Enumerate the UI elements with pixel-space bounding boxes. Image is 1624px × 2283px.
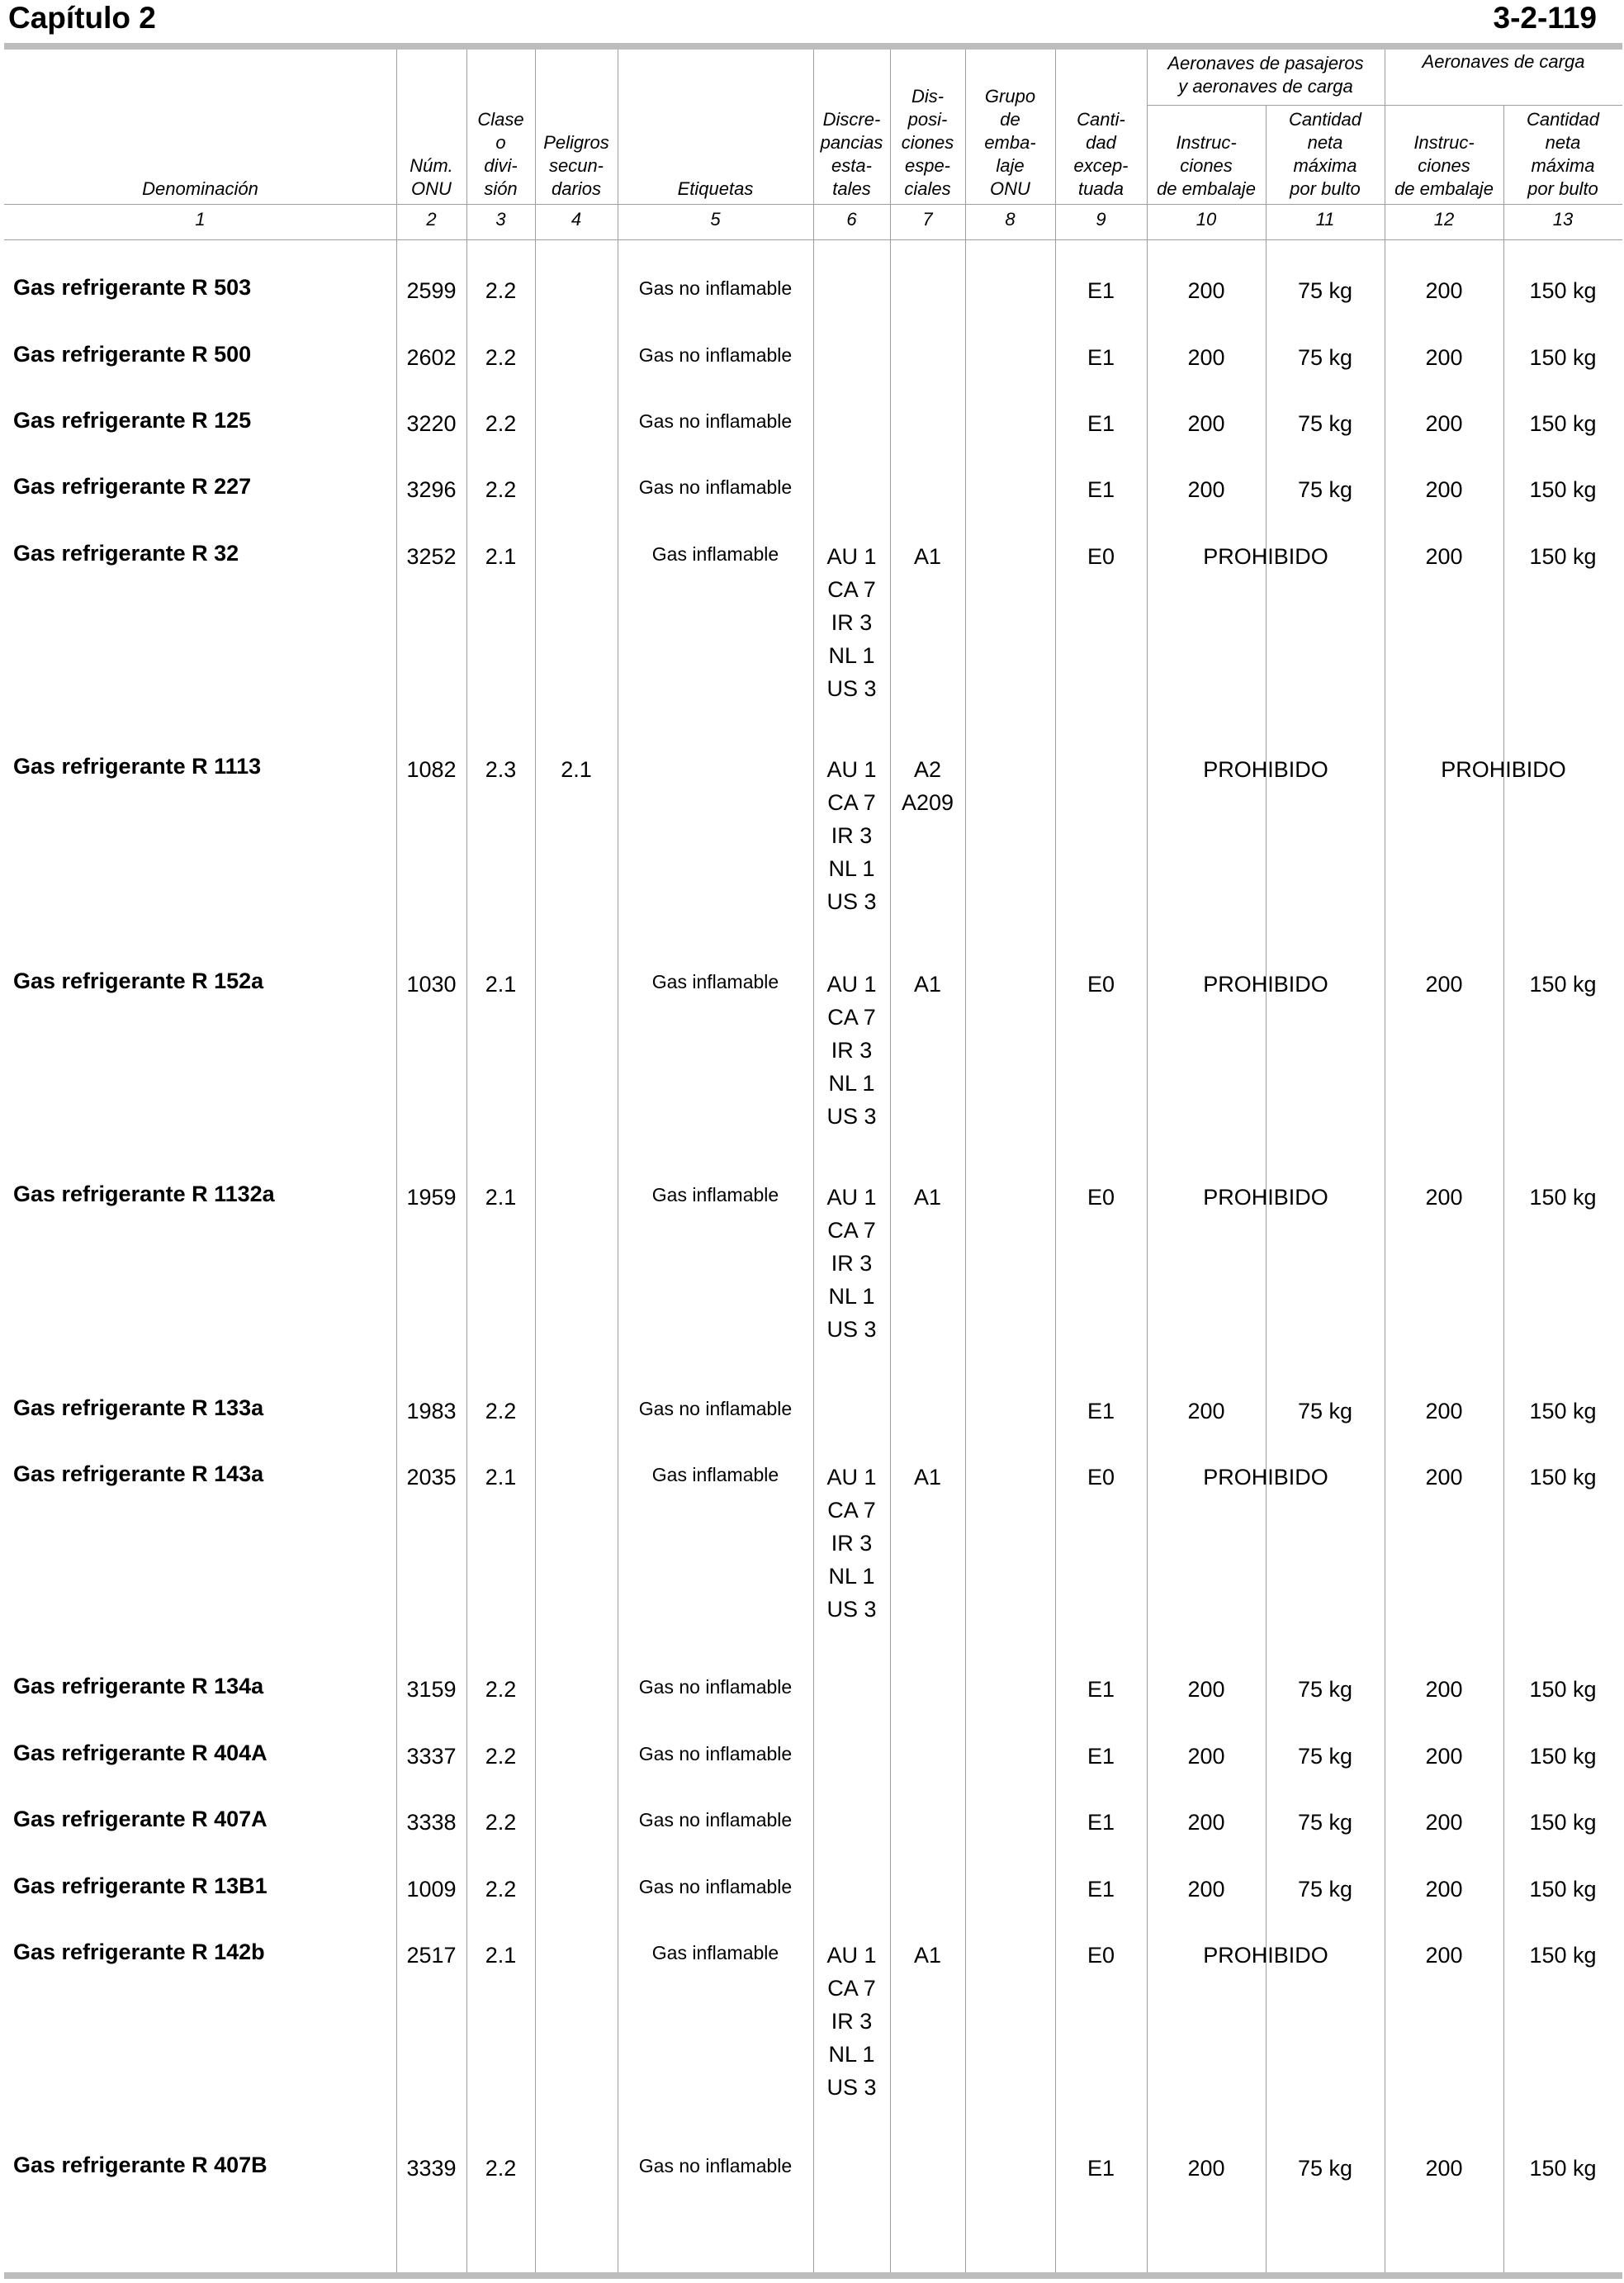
passenger-max-quantity-cell: 75 kg [1297,1810,1353,1835]
un-number-cell: 1082 [406,757,457,782]
passenger-packing-instruction-cell: 200 [1187,345,1225,370]
column-header-3: Clase o divi- sión [477,109,524,199]
excepted-quantity-cell: E0 [1087,1943,1115,1968]
class-cell: 2.1 [485,1943,517,1968]
un-number-cell: 1030 [406,972,457,997]
substance-name-cell: Gas refrigerante R 407B [13,2153,268,2177]
cargo-packing-instruction-cell: 200 [1425,544,1463,569]
substance-name-cell: Gas refrigerante R 500 [13,342,252,367]
cargo-max-quantity-cell: 150 kg [1529,477,1597,502]
label-cell: Gas no inflamable [638,1809,793,1831]
excepted-quantity-cell: E1 [1087,1877,1115,1902]
label-cell: Gas no inflamable [638,476,793,498]
excepted-quantity-cell: E1 [1087,477,1115,502]
class-cell: 2.2 [485,1399,517,1423]
substance-name-cell: Gas refrigerante R 227 [13,474,252,499]
un-number-cell: 3220 [406,411,457,436]
label-cell: Gas no inflamable [638,1676,793,1698]
class-cell: 2.1 [485,972,517,997]
cargo-max-quantity-cell: 150 kg [1529,1810,1597,1835]
state-variation-cell: AU 1 CA 7 IR 3 NL 1 US 3 [826,757,877,914]
excepted-quantity-cell: E1 [1087,278,1115,303]
column-number-11: 11 [1315,209,1335,230]
class-cell: 2.2 [485,477,517,502]
cargo-forbidden-cell: PROHIBIDO [1441,757,1566,782]
passenger-packing-instruction-cell: 200 [1187,1744,1225,1769]
label-cell: Gas no inflamable [638,1876,793,1897]
passenger-forbidden-cell: PROHIBIDO [1203,757,1328,782]
column-number-4: 4 [571,209,582,230]
cargo-packing-instruction-cell: 200 [1425,972,1463,997]
un-number-cell: 2517 [406,1943,457,1968]
column-header-2: Núm. ONU [410,155,453,199]
column-number-8: 8 [1005,209,1016,230]
passenger-max-quantity-cell: 75 kg [1297,1677,1353,1702]
special-provision-cell: A1 [913,1185,942,1210]
cargo-max-quantity-cell: 150 kg [1529,972,1597,997]
un-number-cell: 1983 [406,1399,457,1423]
substance-name-cell: Gas refrigerante R 404A [13,1741,268,1765]
cargo-max-quantity-cell: 150 kg [1529,1677,1597,1702]
passenger-packing-instruction-cell: 200 [1187,2156,1225,2181]
cargo-packing-instruction-cell: 200 [1425,1465,1463,1490]
class-cell: 2.2 [485,1677,517,1702]
passenger-max-quantity-cell: 75 kg [1297,411,1353,436]
cargo-max-quantity-cell: 150 kg [1529,1877,1597,1902]
excepted-quantity-cell: E1 [1087,1399,1115,1423]
cargo-packing-instruction-cell: 200 [1425,1744,1463,1769]
excepted-quantity-cell: E1 [1087,1744,1115,1769]
column-number-10: 10 [1196,209,1217,230]
state-variation-cell: AU 1 CA 7 IR 3 NL 1 US 3 [826,972,877,1129]
substance-name-cell: Gas refrigerante R 503 [13,275,252,300]
passenger-forbidden-cell: PROHIBIDO [1203,972,1328,997]
cargo-packing-instruction-cell: 200 [1425,1185,1463,1210]
passenger-forbidden-cell: PROHIBIDO [1203,1185,1328,1210]
top-rule [4,43,1622,50]
class-cell: 2.2 [485,1744,517,1769]
class-cell: 2.1 [485,1465,517,1490]
excepted-quantity-cell: E1 [1087,411,1115,436]
cargo-max-quantity-cell: 150 kg [1529,544,1597,569]
un-number-cell: 1009 [406,1877,457,1902]
substance-name-cell: Gas refrigerante R 13B1 [13,1873,268,1898]
passenger-packing-instruction-cell: 200 [1187,477,1225,502]
class-cell: 2.1 [485,544,517,569]
special-provision-cell: A1 [913,1943,942,1968]
passenger-forbidden-cell: PROHIBIDO [1203,1465,1328,1490]
substance-name-cell: Gas refrigerante R 1113 [13,754,262,779]
cargo-packing-instruction-cell: 200 [1425,1943,1463,1968]
cargo-max-quantity-cell: 150 kg [1529,345,1597,370]
cargo-max-quantity-cell: 150 kg [1529,1465,1597,1490]
group-header-passenger: Aeronaves de pasajeros y aeronaves de carga [1167,53,1364,97]
label-cell: Gas no inflamable [638,2155,793,2176]
column-header-4: Peligros secun- darios [543,132,609,199]
un-number-cell: 3296 [406,477,457,502]
column-divider [535,50,536,2272]
cargo-packing-instruction-cell: 200 [1425,1677,1463,1702]
column-number-5: 5 [710,209,721,230]
substance-name-cell: Gas refrigerante R 134a [13,1674,264,1698]
column-header-12: Instruc- ciones de embalaje [1394,132,1494,199]
state-variation-cell: AU 1 CA 7 IR 3 NL 1 US 3 [826,1185,877,1342]
passenger-forbidden-cell: PROHIBIDO [1203,1943,1328,1968]
excepted-quantity-cell: E0 [1087,544,1115,569]
dangerous-goods-table [4,50,1622,2272]
secondary-hazard-cell: 2.1 [561,757,592,782]
class-cell: 2.3 [485,757,517,782]
class-cell: 2.1 [485,1185,517,1210]
column-header-8: Grupo de emba- laje ONU [984,86,1036,199]
group-header-cargo: Aeronaves de carga [1422,51,1585,72]
column-number-3: 3 [495,209,506,230]
label-cell: Gas inflamable [651,1184,779,1205]
state-variation-cell: AU 1 CA 7 IR 3 NL 1 US 3 [826,544,877,701]
cargo-packing-instruction-cell: 200 [1425,1810,1463,1835]
substance-name-cell: Gas refrigerante R 143a [13,1461,264,1486]
cargo-packing-instruction-cell: 200 [1425,278,1463,303]
column-divider [965,50,966,2272]
passenger-max-quantity-cell: 75 kg [1297,477,1353,502]
cargo-max-quantity-cell: 150 kg [1529,411,1597,436]
passenger-max-quantity-cell: 75 kg [1297,1399,1353,1423]
column-header-9: Canti- dad excep- tuada [1073,109,1129,199]
label-cell: Gas no inflamable [638,344,793,366]
cargo-max-quantity-cell: 150 kg [1529,1943,1597,1968]
excepted-quantity-cell: E0 [1087,972,1115,997]
cargo-packing-instruction-cell: 200 [1425,2156,1463,2181]
column-header-6: Discre- pancias esta- tales [820,109,883,199]
substance-name-cell: Gas refrigerante R 1132a [13,1182,275,1206]
cargo-packing-instruction-cell: 200 [1425,411,1463,436]
class-cell: 2.2 [485,1810,517,1835]
passenger-packing-instruction-cell: 200 [1187,1399,1225,1423]
column-header-5: Etiquetas [677,178,754,199]
un-number-cell: 3159 [406,1677,457,1702]
substance-name-cell: Gas refrigerante R 142b [13,1940,265,1964]
state-variation-cell: AU 1 CA 7 IR 3 NL 1 US 3 [826,1465,877,1622]
class-cell: 2.2 [485,278,517,303]
cargo-packing-instruction-cell: 200 [1425,1877,1463,1902]
cargo-packing-instruction-cell: 200 [1425,477,1463,502]
special-provision-cell: A1 [913,544,942,569]
passenger-max-quantity-cell: 75 kg [1297,1744,1353,1769]
cargo-packing-instruction-cell: 200 [1425,345,1463,370]
special-provision-cell: A1 [913,972,942,997]
un-number-cell: 3252 [406,544,457,569]
passenger-packing-instruction-cell: 200 [1187,1877,1225,1902]
excepted-quantity-cell: E1 [1087,2156,1115,2181]
cargo-max-quantity-cell: 150 kg [1529,278,1597,303]
column-header-11: Cantidad neta máxima por bulto [1288,109,1362,199]
column-number-12: 12 [1433,209,1455,230]
cargo-max-quantity-cell: 150 kg [1529,1399,1597,1423]
column-number-7: 7 [922,209,933,230]
label-cell: Gas no inflamable [638,410,793,432]
passenger-max-quantity-cell: 75 kg [1297,345,1353,370]
cargo-max-quantity-cell: 150 kg [1529,1185,1597,1210]
label-cell: Gas inflamable [651,1464,779,1485]
page-number: 3-2-119 [1493,1,1597,35]
class-cell: 2.2 [485,411,517,436]
substance-name-cell: Gas refrigerante R 32 [13,541,239,566]
column-number-13: 13 [1552,209,1574,230]
chapter-title: Capítulo 2 [8,1,156,35]
label-cell: Gas no inflamable [638,277,793,299]
passenger-packing-instruction-cell: 200 [1187,1810,1225,1835]
cargo-max-quantity-cell: 150 kg [1529,1744,1597,1769]
bottom-rule [4,2272,1622,2279]
substance-name-cell: Gas refrigerante R 133a [13,1395,264,1420]
label-cell: Gas no inflamable [638,1398,793,1419]
column-number-9: 9 [1096,209,1106,230]
label-cell: Gas no inflamable [638,1743,793,1764]
cargo-packing-instruction-cell: 200 [1425,1399,1463,1423]
page-header [0,0,1624,43]
passenger-max-quantity-cell: 75 kg [1297,1877,1353,1902]
state-variation-cell: AU 1 CA 7 IR 3 NL 1 US 3 [826,1943,877,2100]
column-number-2: 2 [426,209,437,230]
column-header-1: Denominación [142,178,258,199]
un-number-cell: 2035 [406,1465,457,1490]
passenger-forbidden-cell: PROHIBIDO [1203,544,1328,569]
column-header-13: Cantidad neta máxima por bulto [1526,109,1600,199]
un-number-cell: 3339 [406,2156,457,2181]
column-number-1: 1 [195,209,206,230]
un-number-cell: 1959 [406,1185,457,1210]
label-cell: Gas inflamable [651,1942,779,1963]
passenger-packing-instruction-cell: 200 [1187,1677,1225,1702]
special-provision-cell: A2 A209 [901,757,954,815]
column-number-6: 6 [846,209,857,230]
column-header-10: Instruc- ciones de embalaje [1157,132,1256,199]
class-cell: 2.2 [485,345,517,370]
un-number-cell: 3337 [406,1744,457,1769]
excepted-quantity-cell: E0 [1087,1465,1115,1490]
un-number-cell: 3338 [406,1810,457,1835]
label-cell: Gas inflamable [651,971,779,992]
passenger-max-quantity-cell: 75 kg [1297,278,1353,303]
special-provision-cell: A1 [913,1465,942,1490]
substance-name-cell: Gas refrigerante R 407A [13,1807,268,1831]
excepted-quantity-cell: E1 [1087,1677,1115,1702]
excepted-quantity-cell: E1 [1087,1810,1115,1835]
class-cell: 2.2 [485,1877,517,1902]
substance-name-cell: Gas refrigerante R 152a [13,969,264,993]
class-cell: 2.2 [485,2156,517,2181]
column-header-7: Dis- posi- ciones espe- ciales [901,86,954,199]
substance-name-cell: Gas refrigerante R 125 [13,408,252,433]
passenger-packing-instruction-cell: 200 [1187,278,1225,303]
cargo-max-quantity-cell: 150 kg [1529,2156,1597,2181]
passenger-packing-instruction-cell: 200 [1187,411,1225,436]
label-cell: Gas inflamable [651,543,779,565]
un-number-cell: 2602 [406,345,457,370]
un-number-cell: 2599 [406,278,457,303]
passenger-max-quantity-cell: 75 kg [1297,2156,1353,2181]
excepted-quantity-cell: E1 [1087,345,1115,370]
excepted-quantity-cell: E0 [1087,1185,1115,1210]
